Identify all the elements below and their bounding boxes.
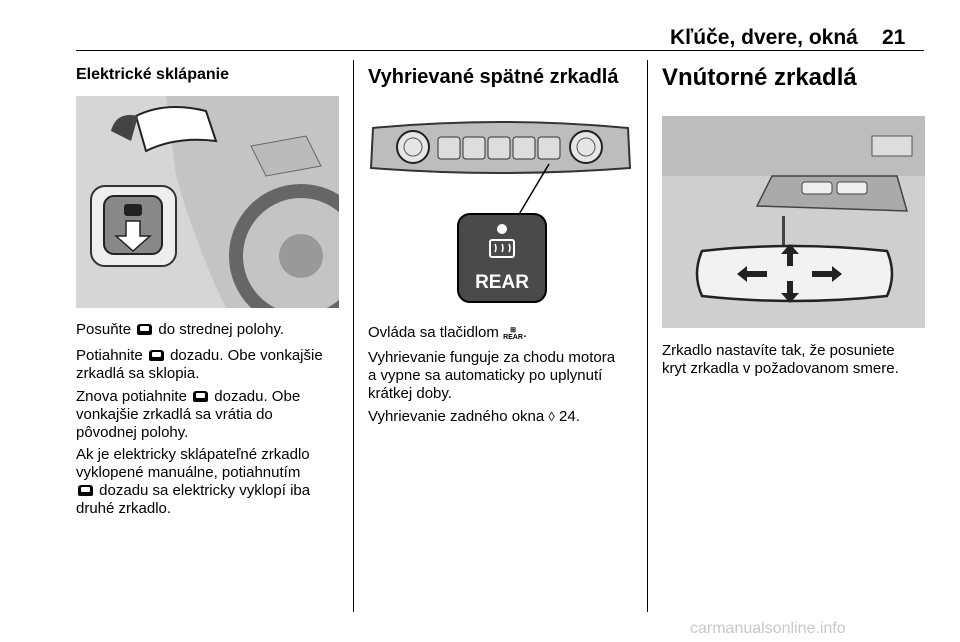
watermark: carmanualsonline.info <box>690 620 846 637</box>
rear-button-label: REAR <box>475 272 529 293</box>
running-header-title: Kľúče, dvere, okná <box>670 26 858 49</box>
mirror-switch-icon <box>149 350 164 361</box>
interior-mirror-illustration <box>662 116 925 328</box>
paragraph-pull-back: Potiahnite dozadu. Obe vonkajšie zrkadlá sa sklopia. <box>76 347 323 382</box>
mirror-switch-icon <box>78 485 93 496</box>
heated-mirror-button-illustration <box>368 116 633 310</box>
paragraph-pull-again: Znova potiahnite dozadu. Obe vonkajšie zrkadlá sa vrátia do pôvodnej polohy. <box>76 388 301 441</box>
paragraph-heating-operation: Vyhrievanie funguje za chodu motora a vypne sa automaticky po uplynutí krátkej doby. <box>368 349 616 402</box>
mirror-switch-icon <box>193 391 208 402</box>
mirror-switch-icon <box>137 324 152 335</box>
page-ref-arrow-icon: ◊ <box>548 409 555 424</box>
section-title-interior-mirrors: Vnútorné zrkadlá <box>662 64 857 91</box>
rear-defrost-icon: ⊞ REAR <box>503 327 523 341</box>
column-divider-2 <box>647 60 648 612</box>
paragraph-operated-by-button: Ovláda sa tlačidlom ⊞ REAR. <box>368 324 528 341</box>
column-divider-1 <box>353 60 354 612</box>
mirror-folding-illustration <box>76 96 339 308</box>
paragraph-mirror-adjust: Zrkadlo nastavíte tak, že posuniete kryt zrkadla v požadovanom smere. <box>662 342 899 377</box>
paragraph-rear-window-ref: Vyhrievanie zadného okna ◊ 24. <box>368 408 580 425</box>
paragraph-move-to-center: Posuňte do strednej polohy. <box>76 321 285 338</box>
page-number: 21 <box>882 26 906 49</box>
section-title-electric-folding: Elektrické sklápanie <box>76 66 229 83</box>
paragraph-manual-unfold: Ak je elektricky sklápateľné zrkadlo vyklopené manuálne, potiahnutím dozadu sa elektricky vyklopí iba druhé zrkadlo. <box>76 446 311 517</box>
section-title-heated-mirrors: Vyhrievané spätné zrkadlá <box>368 66 619 88</box>
header-rule <box>76 50 924 51</box>
